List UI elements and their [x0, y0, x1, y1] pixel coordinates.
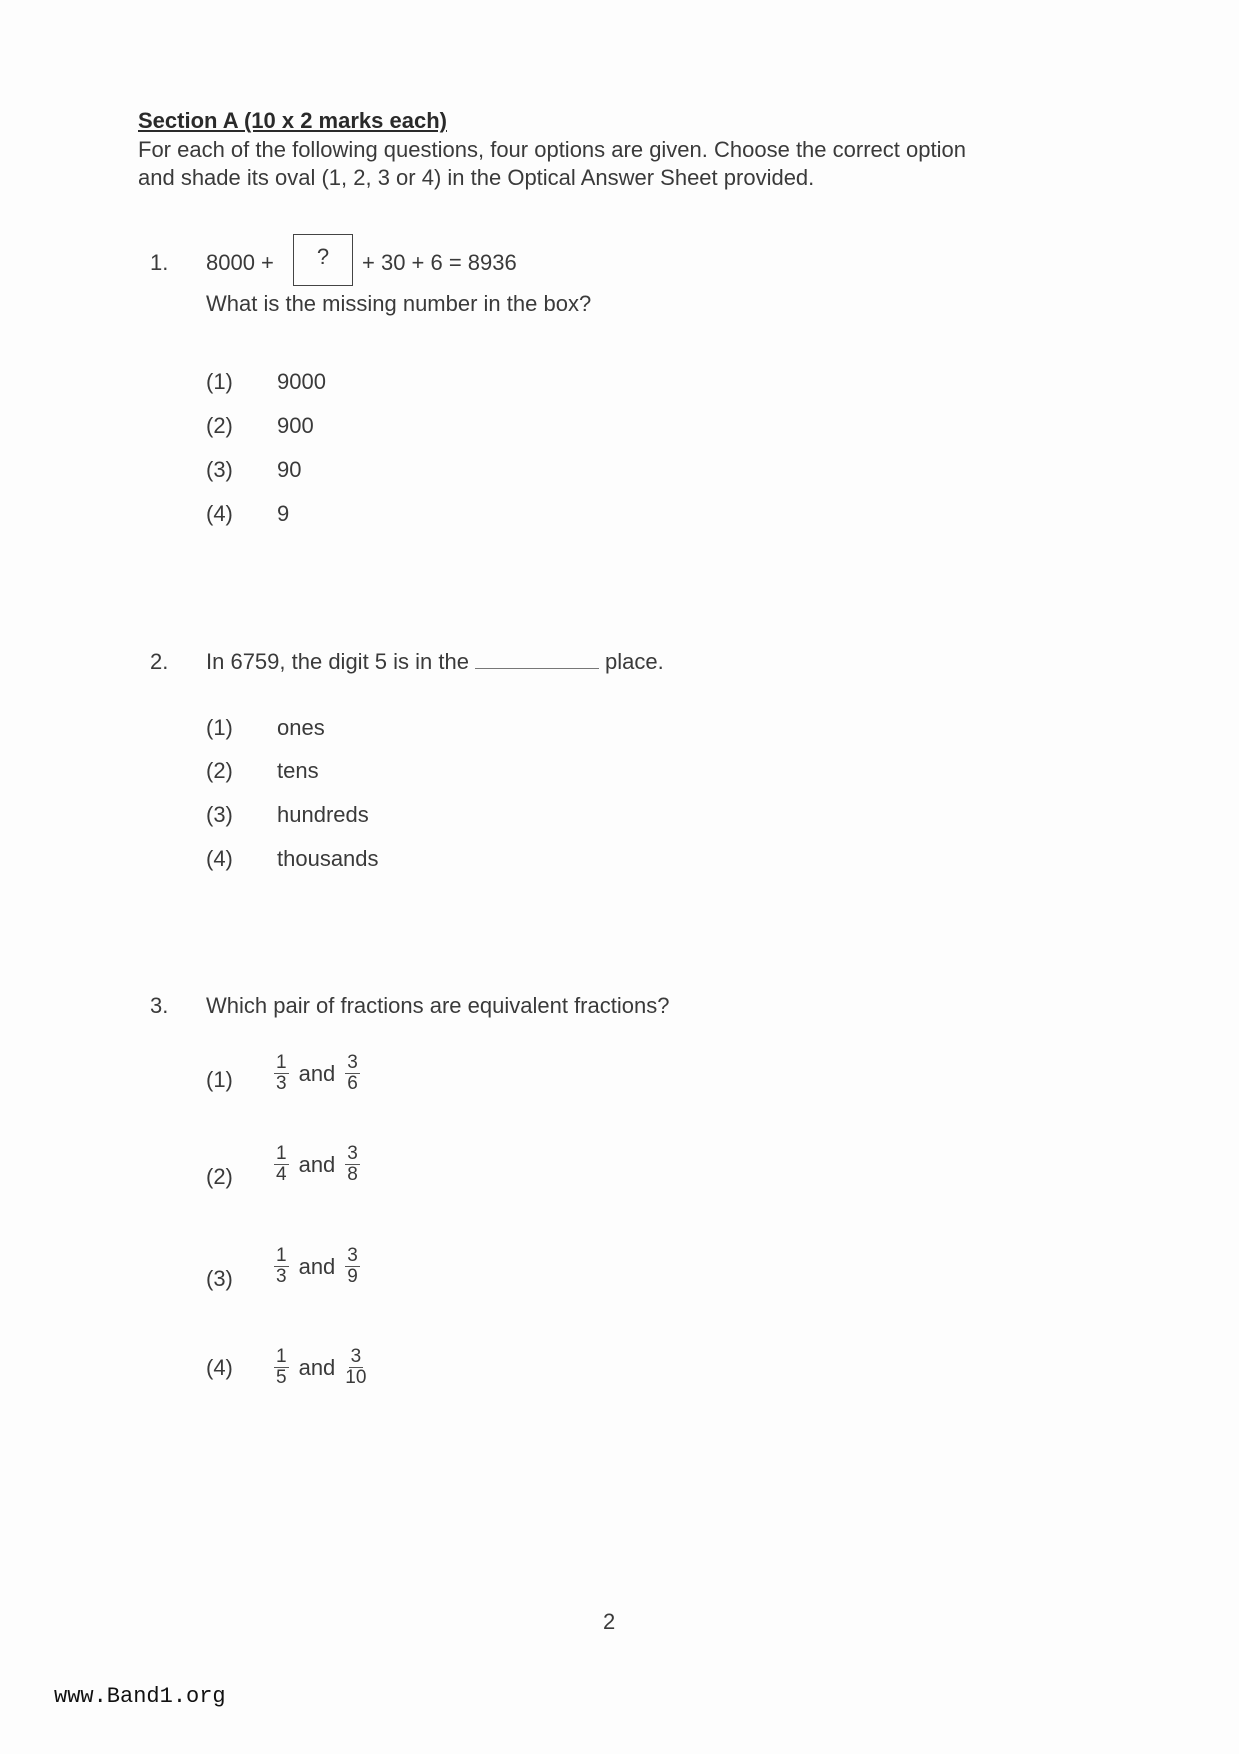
option-text: thousands	[277, 846, 379, 871]
option-label: (3)	[206, 457, 233, 482]
option-fractions	[274, 1053, 360, 1094]
fraction: $\frac{3}{8}$	[347, 1143, 358, 1185]
fraction: $\frac{1}{5}$	[276, 1346, 287, 1388]
question-text: What is the missing number in the box?	[206, 291, 592, 316]
and-text: and	[298, 1253, 336, 1279]
question-number: 2.	[150, 649, 169, 674]
option-text: ones	[277, 715, 325, 740]
section-title: Section A (10 x 2 marks each)	[138, 108, 447, 133]
option-label: (2)	[206, 758, 233, 783]
question-text-after: place.	[604, 649, 664, 674]
option-text: hundreds	[277, 802, 369, 827]
fraction: $\frac{1}{3}$	[276, 1245, 287, 1287]
option-label: (1)	[206, 1067, 233, 1092]
and-text: and	[298, 1151, 336, 1177]
option-label: (3)	[206, 1266, 233, 1291]
fraction: $\frac{3}{10}$	[345, 1346, 367, 1388]
instruction-line-1: For each of the following questions, four options are given. Choose the correct option	[138, 137, 966, 162]
option-label: (1)	[206, 715, 233, 740]
option-text: 90	[277, 457, 302, 482]
and-text: and	[298, 1060, 336, 1086]
question-number: 3.	[150, 993, 169, 1018]
page-number: 2	[603, 1609, 616, 1634]
missing-number-box: ?	[293, 234, 353, 286]
question-text	[206, 649, 664, 675]
answer-blank	[475, 668, 599, 669]
fraction: $\frac{3}{9}$	[347, 1245, 358, 1287]
option-label: (4)	[206, 846, 233, 871]
question-text: Which pair of fractions are equivalent fractions?	[206, 993, 670, 1018]
question-number: 1.	[150, 250, 169, 275]
option-label: (2)	[206, 413, 233, 438]
question-text-before: In 6759, the digit 5 is in the	[206, 649, 469, 674]
option-fractions	[274, 1246, 360, 1287]
fraction: $\frac{3}{6}$	[347, 1052, 358, 1094]
option-label: (2)	[206, 1164, 233, 1189]
option-text: 900	[277, 413, 314, 438]
option-text: 9000	[277, 369, 326, 394]
and-text: and	[298, 1354, 336, 1380]
option-fractions	[274, 1144, 360, 1185]
equation-left: 8000 +	[206, 250, 274, 275]
website-watermark: www.Band1.org	[54, 1684, 226, 1709]
fraction: $\frac{1}{4}$	[276, 1143, 287, 1185]
option-text: tens	[277, 758, 319, 783]
option-label: (3)	[206, 802, 233, 827]
option-fractions	[274, 1347, 366, 1388]
equation-right: + 30 + 6 = 8936	[362, 250, 517, 275]
fraction: $\frac{1}{3}$	[276, 1052, 287, 1094]
option-text: 9	[277, 501, 290, 526]
option-label: (4)	[206, 1355, 233, 1380]
option-label: (1)	[206, 369, 233, 394]
option-label: (4)	[206, 501, 233, 526]
instruction-line-2: and shade its oval (1, 2, 3 or 4) in the Optical Answer Sheet provided.	[138, 165, 815, 190]
